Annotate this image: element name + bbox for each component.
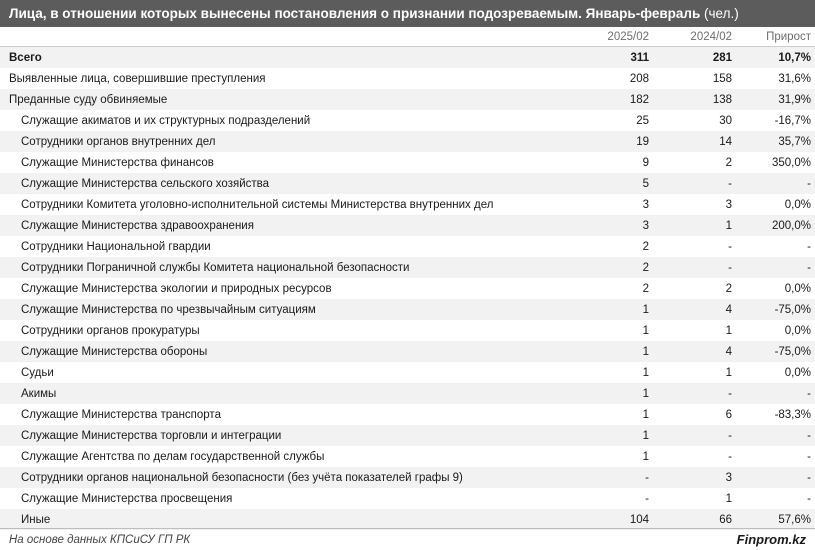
cell-2025: - (645, 492, 649, 505)
cell-2024: 4 (725, 345, 732, 358)
cell-growth: 0,0% (784, 198, 811, 211)
cell-2024: 4 (725, 303, 732, 316)
cell-2024: - (728, 450, 732, 463)
title-unit: (чел.) (704, 6, 739, 21)
table-row (0, 446, 815, 467)
table-row (0, 383, 815, 404)
row-label: Служащие Министерства транспорта (21, 408, 221, 421)
cell-growth: 0,0% (784, 324, 811, 337)
cell-2025: 2 (642, 261, 649, 274)
cell-2024: 2 (725, 282, 732, 295)
cell-growth: 350,0% (771, 156, 811, 169)
cell-2024: 281 (712, 51, 732, 64)
cell-2024: - (728, 177, 732, 190)
cell-2024: 138 (712, 93, 732, 106)
cell-2024: 14 (719, 135, 732, 148)
table-row (0, 299, 815, 320)
cell-growth: 200,0% (771, 219, 811, 232)
row-label: Акимы (21, 387, 57, 400)
cell-2025: 5 (642, 177, 649, 190)
row-label: Служащие Министерства финансов (21, 156, 214, 169)
cell-growth: - (807, 429, 811, 442)
row-label: Сотрудники органов внутренних дел (21, 135, 216, 148)
row-label: Иные (21, 513, 51, 526)
cell-growth: 35,7% (778, 135, 811, 148)
cell-growth: -75,0% (774, 345, 811, 358)
cell-growth: 57,6% (778, 513, 811, 526)
table-body (0, 47, 815, 530)
row-label: Всего (9, 51, 42, 64)
table-row (0, 152, 815, 173)
table-row (0, 47, 815, 68)
cell-2024: 6 (725, 408, 732, 421)
cell-growth: -75,0% (774, 303, 811, 316)
cell-2025: 19 (636, 135, 649, 148)
cell-2025: 1 (642, 408, 649, 421)
cell-2025: 182 (629, 93, 649, 106)
cell-2024: 3 (725, 198, 732, 211)
cell-2025: 1 (642, 387, 649, 400)
cell-growth: 0,0% (784, 282, 811, 295)
table-row (0, 341, 815, 362)
row-label: Сотрудники Пограничной службы Комитета национальной безопасности (21, 261, 410, 274)
table-row (0, 488, 815, 509)
cell-growth: - (807, 177, 811, 190)
cell-2025: 1 (642, 366, 649, 379)
cell-2025: 1 (642, 450, 649, 463)
table-row (0, 173, 815, 194)
header-growth: Прирост (766, 30, 811, 43)
cell-growth: - (807, 240, 811, 253)
cell-growth: 10,7% (778, 51, 811, 64)
cell-2024: - (728, 429, 732, 442)
table-row (0, 194, 815, 215)
cell-growth: 0,0% (784, 366, 811, 379)
header-2024: 2024/02 (690, 30, 732, 43)
row-label: Служащие Министерства просвещения (21, 492, 233, 505)
cell-growth: - (807, 387, 811, 400)
header-2025: 2025/02 (607, 30, 649, 43)
row-label: Сотрудники Национальной гвардии (21, 240, 211, 253)
table-row (0, 215, 815, 236)
cell-2024: 30 (719, 114, 732, 127)
source-note: На основе данных КПСиСУ ГП РК (9, 533, 191, 546)
table-row (0, 110, 815, 131)
cell-2024: 158 (712, 72, 732, 85)
table-row (0, 320, 815, 341)
table-row (0, 68, 815, 89)
row-label: Служащие акиматов и их структурных подразделений (21, 114, 311, 127)
cell-2024: 1 (725, 366, 732, 379)
cell-growth: -83,3% (774, 408, 811, 421)
row-label: Служащие Министерства обороны (21, 345, 208, 358)
cell-2024: - (728, 387, 732, 400)
cell-2024: - (728, 240, 732, 253)
cell-growth: - (807, 261, 811, 274)
cell-2025: 9 (642, 156, 649, 169)
cell-2025: 2 (642, 240, 649, 253)
table-row (0, 131, 815, 152)
table-title (0, 0, 815, 27)
cell-2025: 311 (630, 51, 649, 64)
cell-2025: 1 (642, 303, 649, 316)
cell-2025: 3 (642, 198, 649, 211)
cell-2025: 208 (629, 72, 649, 85)
row-label: Выявленные лица, совершившие преступления (9, 72, 266, 85)
cell-growth: 31,9% (778, 93, 811, 106)
row-label: Преданные суду обвиняемые (9, 93, 168, 106)
cell-2024: 1 (725, 219, 732, 232)
cell-2025: 1 (642, 345, 649, 358)
table-row (0, 509, 815, 530)
brand-logo-text: Finprom.kz (736, 532, 806, 547)
cell-growth: - (807, 492, 811, 505)
cell-2025: 104 (629, 513, 649, 526)
row-label: Служащие Министерства экологии и природных ресурсов (21, 282, 332, 295)
title-main: Лица, в отношении которых вынесены постановления о признании подозреваемым. Январь-февраль (9, 6, 701, 21)
table-footer (0, 528, 815, 550)
table-row (0, 404, 815, 425)
cell-2025: 2 (642, 282, 649, 295)
cell-2024: 1 (725, 324, 732, 337)
cell-2024: 66 (719, 513, 732, 526)
cell-2024: 3 (725, 471, 732, 484)
cell-growth: - (807, 450, 811, 463)
row-label: Сотрудники Комитета уголовно-исполнительной системы Министерства внутренних дел (21, 198, 494, 211)
row-label: Сотрудники органов национальной безопасности (без учёта показателей графы 9) (21, 471, 463, 484)
table-header (0, 27, 815, 47)
row-label: Судьи (21, 366, 54, 379)
cell-2025: 3 (642, 219, 649, 232)
table-row (0, 425, 815, 446)
table-row (0, 89, 815, 110)
row-label: Служащие Министерства сельского хозяйства (21, 177, 270, 190)
cell-growth: -16,7% (774, 114, 811, 127)
table-row (0, 257, 815, 278)
table-row (0, 467, 815, 488)
cell-2024: - (728, 261, 732, 274)
cell-2024: 2 (725, 156, 732, 169)
row-label: Служащие Министерства здравоохранения (21, 219, 254, 232)
cell-2025: 1 (642, 429, 649, 442)
table-row (0, 278, 815, 299)
row-label: Служащие Министерства по чрезвычайным ситуациям (21, 303, 316, 316)
table-row (0, 362, 815, 383)
row-label: Служащие Агентства по делам государственной службы (21, 450, 325, 463)
cell-2025: 1 (642, 324, 649, 337)
cell-growth: - (807, 471, 811, 484)
table-row (0, 236, 815, 257)
row-label: Сотрудники органов прокуратуры (21, 324, 200, 337)
row-label: Служащие Министерства торговли и интеграции (21, 429, 282, 442)
cell-2025: 25 (636, 114, 649, 127)
cell-2025: - (645, 471, 649, 484)
cell-2024: 1 (725, 492, 732, 505)
cell-growth: 31,6% (778, 72, 811, 85)
